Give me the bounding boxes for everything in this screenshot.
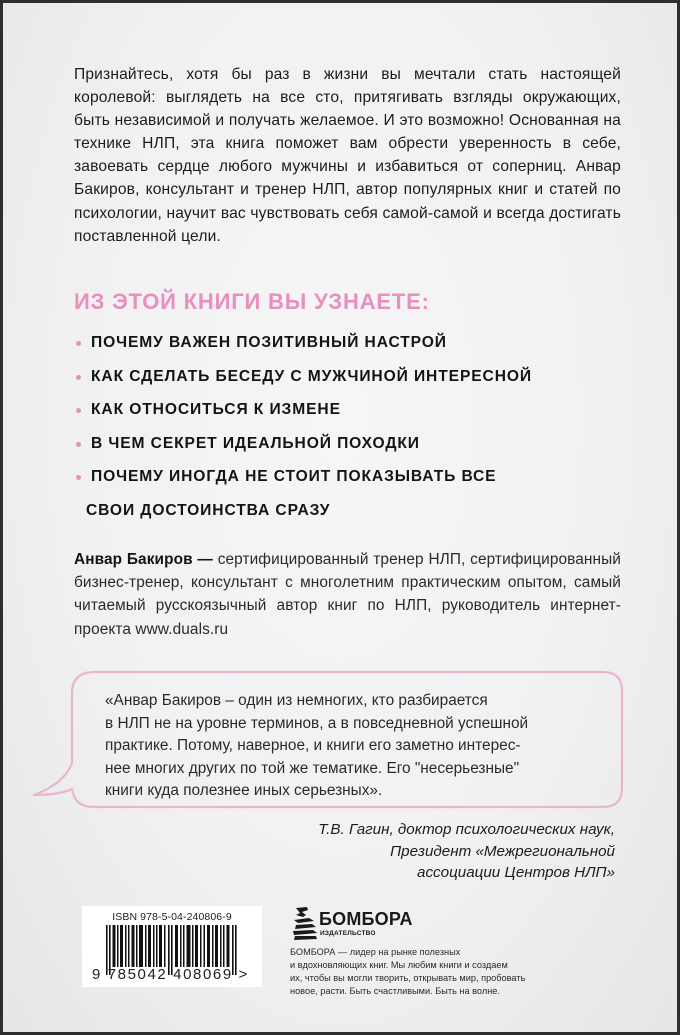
book-back-cover <box>3 3 677 1032</box>
quote-text: «Анвар Бакиров – один из немногих, кто разбирается в НЛП не на уровне терминов, а в повседневной успешной практике. Потому, наверное, и книги его заметно интерес- нее многих других по той же тематике. Его "несерьезные" книги куда полезнее иных серьезных». <box>105 692 529 800</box>
publisher-description: БОМБОРА — лидер на рынке полезных и вдохновляющих книг. Мы любим книги и создаем их, чтобы вы могли творить, открывать мир, пробовать новое, расти. Быть счастливыми. Быть на волне. <box>290 947 526 996</box>
publisher-subtitle: ИЗДАТЕЛЬСТВО <box>320 930 376 937</box>
bombora-logo-icon <box>292 906 318 942</box>
publisher-name: БОМБОРА <box>319 909 413 929</box>
intro-paragraph: Признайтесь, хотя бы раз в жизни вы мечтали стать настоящей королевой: выглядеть на все сто, притягивать взгляды окружающих, быть независимой и получать желаемое. И это возможно! Основанная на технике НЛП, эта книга поможет вам обрести уверенность в себе, завоевать сердце любого мужчины и избавиться от соперниц. Анвар Бакиров, консультант и тренер НЛП, автор популярных книг и статей по психологии, научит вас чувствовать себя самой-самой и всегда достигать поставленной цели. <box>74 66 621 245</box>
isbn-label: ISBN 978-5-04-240806-9 <box>112 911 232 923</box>
author-name: Анвар Бакиров <box>74 551 193 568</box>
list-item: ПОЧЕМУ ИНОГДА НЕ СТОИТ ПОКАЗЫВАТЬ ВСЕ <box>74 463 634 497</box>
list-item-continuation: СВОИ ДОСТОИНСТВА СРАЗУ <box>86 501 331 519</box>
learn-heading: ИЗ ЭТОЙ КНИГИ ВЫ УЗНАЕТЕ: <box>74 289 430 314</box>
isbn-barcode <box>82 906 262 987</box>
list-item: В ЧЕМ СЕКРЕТ ИДЕАЛЬНОЙ ПОХОДКИ <box>74 430 634 464</box>
author-bio-text: сертифицированный тренер НЛП, сертифицированный бизнес-тренер, консультант с многолетним практическим опытом, самый читаемый русскоязычный автор книг по НЛП, руководитель интернет-проекта www.duals.ru <box>74 551 621 638</box>
ean-digits: 9 785042 408069 > <box>92 966 249 983</box>
list-item: ПОЧЕМУ ВАЖЕН ПОЗИТИВНЫЙ НАСТРОЙ <box>74 329 634 363</box>
list-item: КАК ОТНОСИТЬСЯ К ИЗМЕНЕ <box>74 396 634 430</box>
author-dash: — <box>192 551 218 568</box>
quote-attribution: Т.В. Гагин, доктор психологических наук, Президент «Межрегиональной ассоциации Центров НЛП» <box>318 821 615 881</box>
list-item: КАК СДЕЛАТЬ БЕСЕДУ С МУЖЧИНОЙ ИНТЕРЕСНОЙ <box>74 363 634 397</box>
